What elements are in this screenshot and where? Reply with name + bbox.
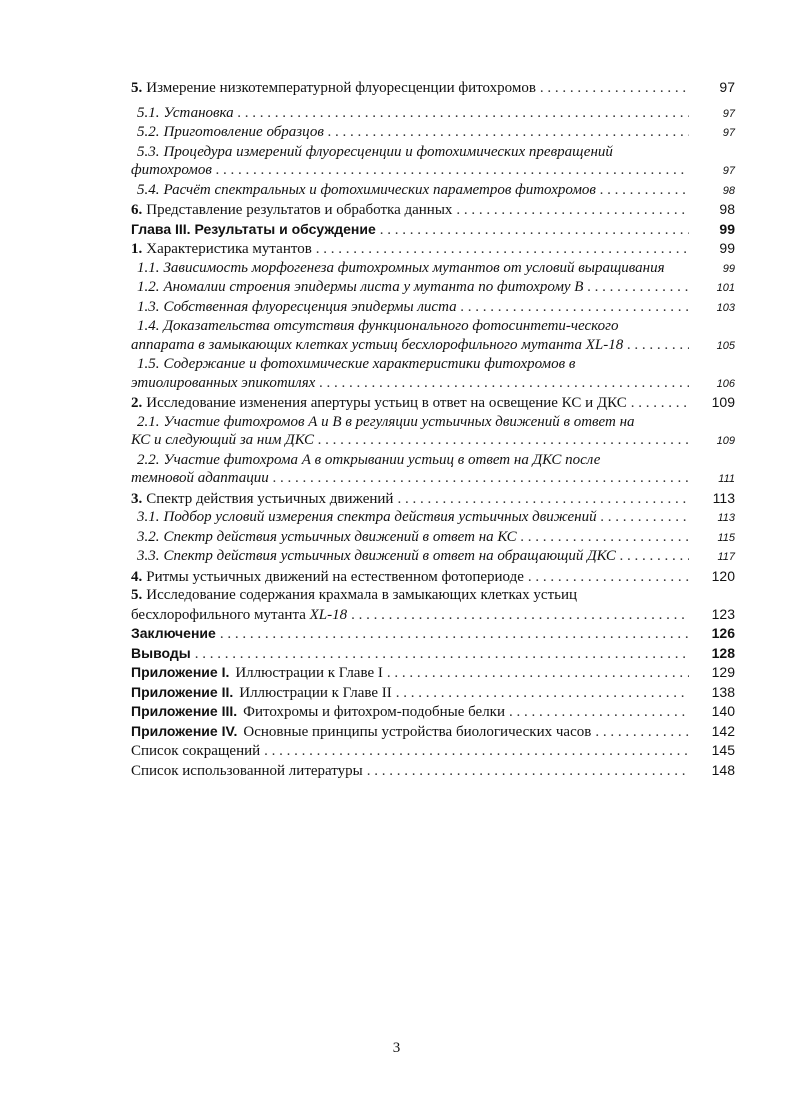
toc-entry-c3-1 bbox=[131, 508, 735, 528]
toc-title-cont: КС и следующий за ним ДКС bbox=[131, 432, 314, 448]
toc-num: 4. bbox=[131, 568, 143, 585]
toc-title: Подбор условий измерения спектра действия устьичных движений bbox=[163, 509, 597, 525]
toc-entry-c1-5 bbox=[131, 355, 735, 393]
appendix-label: Приложение I. bbox=[131, 664, 230, 680]
toc-num: 1.1. bbox=[137, 259, 160, 276]
leader-dots bbox=[238, 104, 689, 123]
toc-title-cont: фитохромов bbox=[131, 162, 212, 178]
toc-title: Собственная флуоресценция эпидермы листа bbox=[163, 298, 457, 315]
toc-num: 1.2. bbox=[137, 279, 160, 295]
toc-page: 97 bbox=[722, 107, 735, 120]
toc-entry-c2 bbox=[131, 393, 735, 413]
leader-dots bbox=[316, 240, 689, 259]
leader-dots bbox=[273, 469, 689, 488]
toc-references bbox=[131, 761, 735, 781]
toc-page: 106 bbox=[716, 377, 735, 390]
toc-title: Спектр действия устьичных движений в ответ на КС bbox=[163, 528, 517, 545]
toc-page: 123 bbox=[711, 605, 735, 622]
toc-title-cont: бесхлорофильного мутанта bbox=[131, 606, 310, 623]
toc-num: 1.5. bbox=[137, 356, 160, 372]
toc-title: Иллюстрации к Главе II bbox=[239, 684, 392, 701]
toc-entry-5-4 bbox=[131, 181, 735, 201]
toc-num: 5. bbox=[131, 80, 143, 96]
toc-page: 113 bbox=[717, 512, 735, 524]
toc-page: 98 bbox=[722, 184, 735, 197]
toc-num: 1.4. bbox=[137, 318, 160, 334]
toc-page: 97 bbox=[722, 127, 735, 139]
toc-page: 103 bbox=[716, 301, 735, 314]
toc-page: 120 bbox=[711, 567, 735, 584]
toc-entry-c1 bbox=[131, 239, 735, 259]
toc-entry-c2-2 bbox=[131, 451, 735, 489]
toc-page: 109 bbox=[711, 394, 735, 410]
toc-title: Выводы bbox=[131, 644, 191, 661]
toc-title-cont: аппарата в замыкающих клетках устьиц бесхлорофильного мутанта XL-18 bbox=[131, 336, 624, 353]
toc-num: 5.1. bbox=[137, 104, 160, 121]
toc-page: 99 bbox=[722, 262, 735, 275]
toc-title: Приготовление образцов bbox=[163, 124, 324, 140]
leader-dots bbox=[620, 547, 689, 566]
leader-dots bbox=[387, 664, 689, 683]
toc-entry-c1-2 bbox=[131, 278, 735, 298]
toc-title: Ритмы устьичных движений на естественном фотопериоде bbox=[146, 568, 524, 585]
mutant-name: XL-18 bbox=[309, 606, 348, 623]
toc-page: 129 bbox=[711, 664, 735, 680]
toc-title: Доказательства отсутствия функционального фотосинтети-ческого bbox=[163, 318, 619, 334]
leader-dots bbox=[328, 123, 689, 142]
toc-appendix-2 bbox=[131, 683, 735, 703]
toc-page: 109 bbox=[716, 435, 735, 447]
toc-num: 5.3. bbox=[137, 143, 160, 160]
toc-num: 1. bbox=[131, 241, 143, 257]
toc-abbreviations bbox=[131, 741, 735, 761]
toc-page: 142 bbox=[711, 722, 735, 739]
toc-page: 101 bbox=[716, 282, 735, 294]
leader-dots bbox=[216, 161, 689, 180]
toc-title: Список использованной литературы bbox=[131, 762, 363, 779]
toc-appendix-1 bbox=[131, 663, 735, 683]
leader-dots bbox=[396, 684, 689, 703]
toc-num: 2.1. bbox=[137, 413, 160, 430]
toc-entry-c1-1 bbox=[131, 259, 735, 279]
toc-title: Исследование содержания крахмала в замыкающих клетках устьиц bbox=[146, 587, 578, 603]
leader-dots bbox=[195, 645, 689, 664]
toc-page: 117 bbox=[717, 551, 735, 563]
toc-title: Исследование изменения апертуры устьиц в ответ на освещение КС и ДКС bbox=[146, 395, 627, 411]
toc-page: 148 bbox=[711, 761, 735, 778]
toc-title: Измерение низкотемпературной флуоресценции фитохромов bbox=[146, 80, 536, 96]
leader-dots bbox=[600, 181, 689, 200]
leader-dots bbox=[587, 278, 689, 297]
leader-dots bbox=[456, 201, 689, 220]
toc-title: Аномалии строения эпидермы листа у мутанта по фитохрому В bbox=[163, 279, 584, 295]
toc-title: Процедура измерений флуоресценции и фотохимических превращений bbox=[163, 143, 613, 160]
leader-dots bbox=[509, 703, 689, 722]
leader-dots bbox=[397, 490, 689, 509]
leader-dots bbox=[601, 508, 689, 527]
appendix-label: Приложение II. bbox=[131, 683, 234, 700]
toc-num: 5. bbox=[131, 587, 143, 603]
leader-dots bbox=[627, 336, 689, 355]
table-of-contents bbox=[131, 78, 735, 780]
toc-appendix-3 bbox=[131, 702, 735, 722]
toc-title: Участие фитохромов А и В в регуляции устьичных движений в ответ на bbox=[163, 413, 635, 430]
leader-dots bbox=[461, 298, 689, 317]
leader-dots bbox=[220, 625, 689, 644]
page-number: 3 bbox=[392, 1040, 401, 1056]
toc-page: 99 bbox=[719, 220, 735, 237]
leader-dots bbox=[595, 723, 689, 742]
toc-page: 115 bbox=[717, 531, 735, 544]
toc-title: Основные принципы устройства биологических часов bbox=[243, 723, 592, 740]
leader-dots bbox=[540, 79, 689, 98]
toc-num: 2. bbox=[131, 395, 143, 411]
leader-dots bbox=[380, 221, 689, 240]
leader-dots bbox=[264, 742, 689, 761]
toc-entry-c2-1 bbox=[131, 413, 735, 451]
toc-entry-5-2 bbox=[131, 123, 735, 143]
toc-title: Участие фитохрома А в открывании устьиц в ответ на ДКС после bbox=[163, 451, 601, 468]
toc-num: 2.2. bbox=[137, 451, 160, 468]
leader-dots bbox=[319, 374, 689, 393]
toc-entry-5-3 bbox=[131, 143, 735, 181]
leader-dots bbox=[528, 568, 689, 587]
leader-dots bbox=[521, 528, 689, 547]
toc-appendix-4 bbox=[131, 722, 735, 742]
toc-entry-5-1 bbox=[131, 104, 735, 124]
toc-title: Иллюстрации к Главе I bbox=[235, 665, 383, 681]
toc-title: Спектр действия устьичных движений bbox=[146, 490, 394, 507]
toc-entry-c5 bbox=[131, 586, 735, 624]
toc-title: Список сокращений bbox=[131, 743, 261, 759]
toc-num: 3. bbox=[131, 490, 143, 507]
toc-num: 3.3. bbox=[137, 548, 160, 564]
toc-entry-c1-3 bbox=[131, 298, 735, 318]
toc-num: 3.1. bbox=[137, 509, 160, 525]
chapter-title: Глава III. Результаты и обсуждение bbox=[131, 220, 376, 237]
toc-num: 1.3. bbox=[137, 298, 160, 315]
toc-page: 99 bbox=[719, 240, 735, 256]
toc-entry-c4 bbox=[131, 567, 735, 587]
leader-dots bbox=[351, 606, 689, 625]
toc-entry-5 bbox=[131, 78, 735, 98]
appendix-label: Приложение IV. bbox=[131, 722, 238, 739]
toc-page: 145 bbox=[711, 742, 735, 758]
toc-entry-c1-4 bbox=[131, 317, 735, 355]
toc-title: Зависимость морфогенеза фитохромных мутантов от условий выращивания bbox=[163, 259, 665, 276]
toc-title: Фитохромы и фитохром-подобные белки bbox=[243, 704, 505, 720]
toc-page: 140 bbox=[711, 703, 735, 719]
toc-page: 98 bbox=[719, 201, 735, 217]
toc-conclusion bbox=[131, 624, 735, 644]
toc-title: Содержание и фотохимические характеристики фитохромов в bbox=[163, 356, 576, 372]
leader-dots bbox=[631, 394, 689, 413]
toc-entry-6 bbox=[131, 200, 735, 220]
toc-chapter-3 bbox=[131, 220, 735, 240]
toc-page: 113 bbox=[712, 489, 735, 506]
toc-num: 6. bbox=[131, 202, 143, 218]
toc-page: 105 bbox=[716, 339, 735, 352]
toc-title: Установка bbox=[163, 104, 234, 121]
toc-page: 128 bbox=[711, 644, 735, 661]
toc-entry-c3 bbox=[131, 489, 735, 509]
toc-page: 97 bbox=[719, 79, 735, 95]
toc-entry-c3-3 bbox=[131, 547, 735, 567]
toc-entry-c3-2 bbox=[131, 528, 735, 548]
toc-title: Представление результатов и обработка данных bbox=[146, 202, 453, 218]
leader-dots bbox=[318, 431, 689, 450]
toc-title: Заключение bbox=[131, 625, 216, 641]
toc-num: 5.4. bbox=[137, 181, 160, 198]
toc-title: Характеристика мутантов bbox=[146, 241, 312, 257]
toc-findings bbox=[131, 644, 735, 664]
toc-num: 5.2. bbox=[137, 124, 160, 140]
toc-title-cont: этиолированных эпикотилях bbox=[131, 374, 316, 391]
toc-title: Спектр действия устьичных движений в ответ на обращающий ДКС bbox=[163, 548, 616, 564]
appendix-label: Приложение III. bbox=[131, 703, 238, 719]
toc-page: 126 bbox=[711, 625, 735, 641]
toc-page: 138 bbox=[711, 683, 735, 700]
toc-title-cont: темновой адаптации bbox=[131, 470, 269, 486]
toc-num: 3.2. bbox=[137, 528, 160, 545]
toc-page: 97 bbox=[722, 165, 735, 177]
leader-dots bbox=[367, 762, 689, 781]
toc-title: Расчёт спектральных и фотохимических параметров фитохромов bbox=[163, 181, 596, 198]
toc-page: 111 bbox=[718, 473, 735, 485]
